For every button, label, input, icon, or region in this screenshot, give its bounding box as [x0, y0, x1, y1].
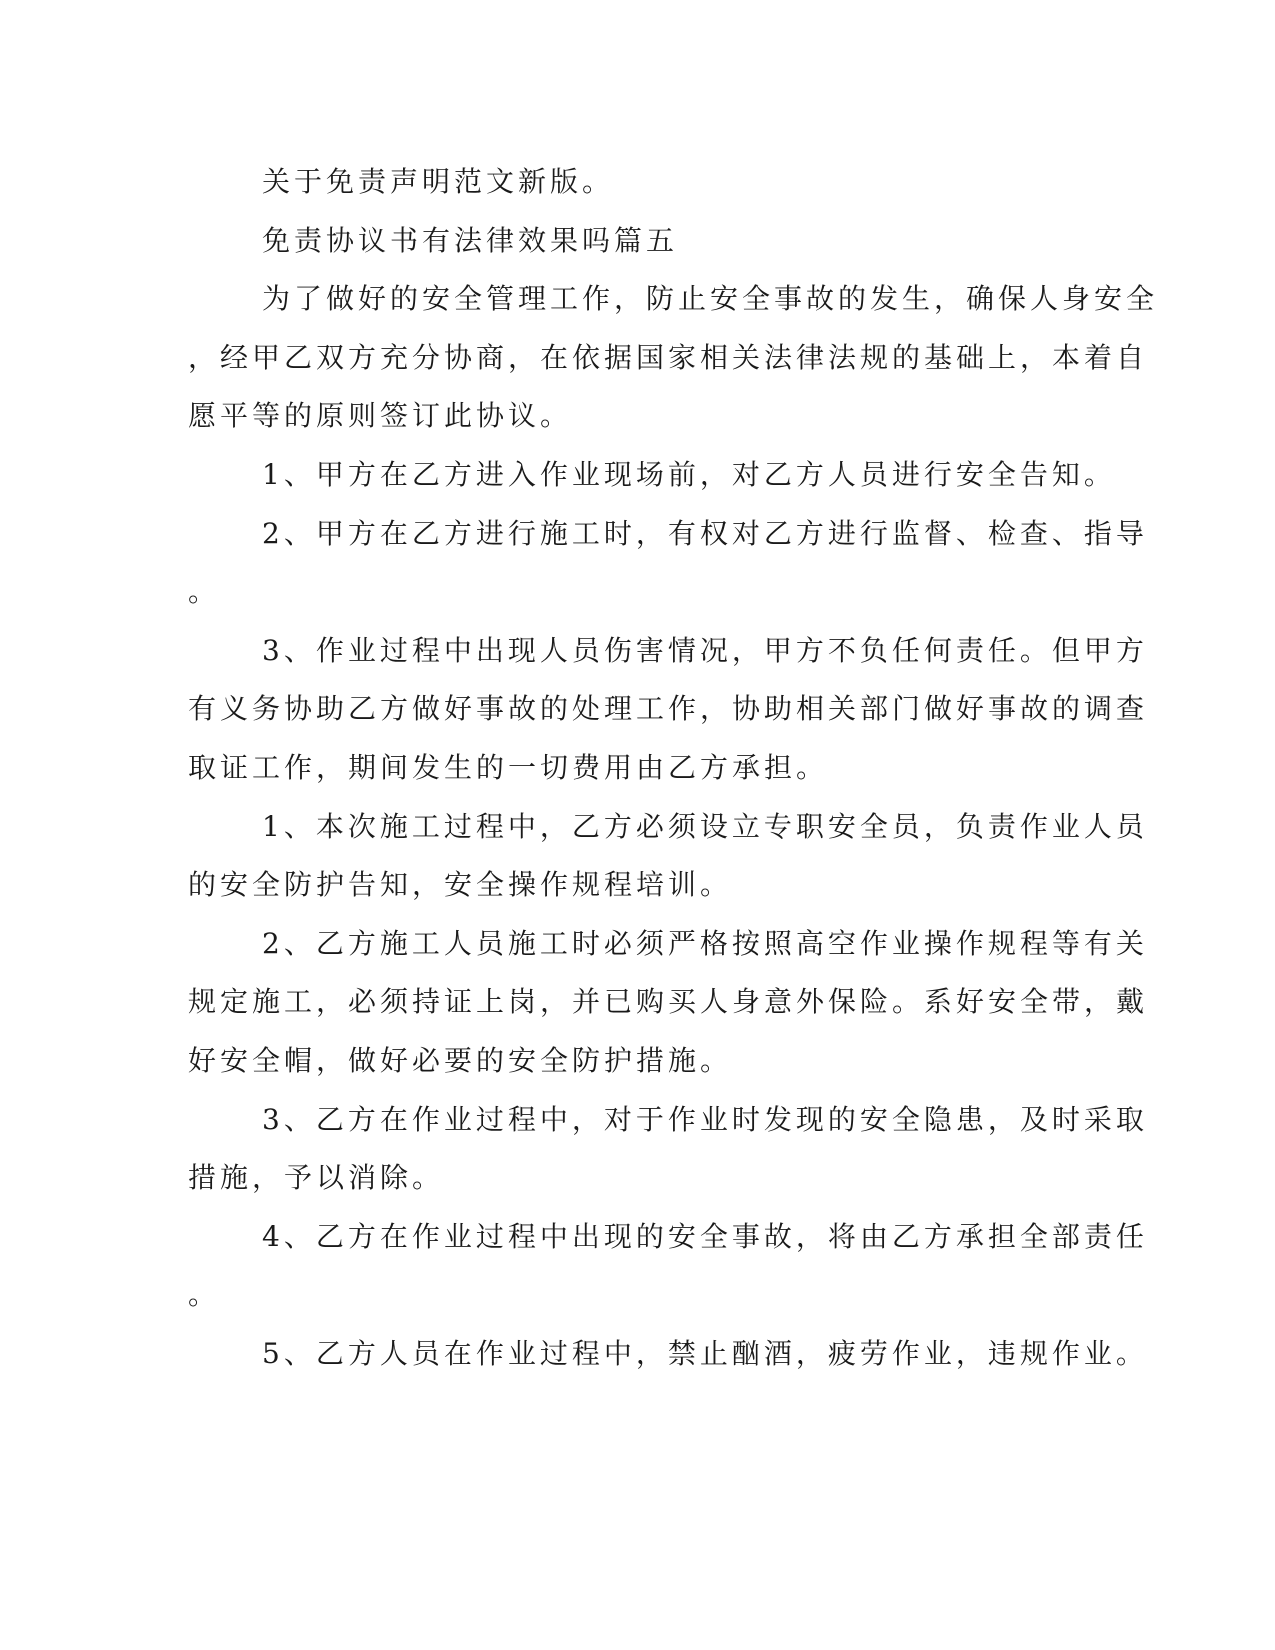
document-line-18: 措施，予以消除。 [188, 1161, 445, 1194]
document-line-4: ，经甲乙双方充分协商，在依据国家相关法律法规的基础上，本着自 [188, 341, 1149, 374]
document-line-16: 好安全帽，做好必要的安全防护措施。 [188, 1044, 733, 1077]
document-line-10: 有义务协助乙方做好事故的处理工作，协助相关部门做好事故的调查 [188, 692, 1149, 725]
document-line-20: 。 [188, 1278, 221, 1311]
document-line-8: 。 [188, 575, 221, 608]
document-line-15: 规定施工，必须持证上岗，并已购买人身意外保险。系好安全带，戴 [188, 985, 1149, 1018]
document-line-5: 愿平等的原则签订此协议。 [188, 399, 573, 432]
document-line-7: 2、甲方在乙方进行施工时，有权对乙方进行监督、检查、指导 [262, 517, 1148, 550]
document-line-13: 的安全防护告知，安全操作规程培训。 [188, 868, 733, 901]
document-line-6: 1、甲方在乙方进入作业现场前，对乙方人员进行安全告知。 [262, 458, 1116, 491]
section-heading: 免责协议书有法律效果吗篇五 [262, 224, 679, 257]
document-line-11: 取证工作，期间发生的一切费用由乙方承担。 [188, 751, 829, 784]
document-line-17: 3、乙方在作业过程中，对于作业时发现的安全隐患，及时采取 [262, 1103, 1148, 1136]
document-line-12: 1、本次施工过程中，乙方必须设立专职安全员，负责作业人员 [262, 810, 1148, 843]
document-line-19: 4、乙方在作业过程中出现的安全事故，将由乙方承担全部责任 [262, 1220, 1148, 1253]
document-line-21: 5、乙方人员在作业过程中，禁止酗酒，疲劳作业，违规作业。 [262, 1337, 1148, 1370]
document-line-3: 为了做好的安全管理工作，防止安全事故的发生，确保人身安全 [262, 282, 1159, 315]
document-line-9: 3、作业过程中出现人员伤害情况，甲方不负任何责任。但甲方 [262, 634, 1148, 667]
document-line-1: 关于免责声明范文新版。 [262, 165, 615, 198]
document-line-14: 2、乙方施工人员施工时必须严格按照高空作业操作规程等有关 [262, 927, 1148, 960]
